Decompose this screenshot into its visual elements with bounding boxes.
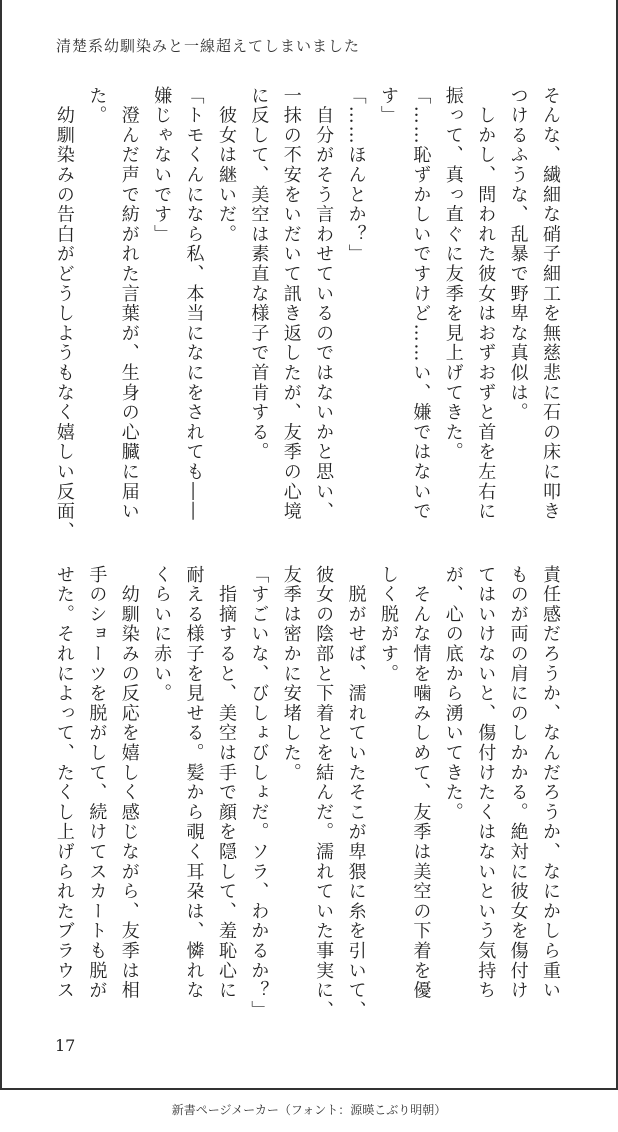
text-column: 指摘すると、美空は手で顔を隠して、羞恥心に [215,565,237,1001]
text-column: そんな、繊細な硝子細工を無慈悲に石の床に叩き [540,86,561,522]
text-column: 彼女は継いだ。 [215,86,237,245]
text-column: 「……ほんとか？」 [345,86,367,265]
text-column: 澄んだ声で紡がれた言葉が、生身の心臓に届い [118,86,140,522]
text-column: つけるふうな、乱暴で野卑な真似は。 [507,86,529,423]
text-column: 彼女の陰部と下着とを結んだ。濡れていた事実に、 [313,565,335,1021]
text-column: 友季は密かに安堵した。 [280,565,302,783]
text-column: そんな情を噛みしめて、友季は美空の下着を優 [410,565,432,1001]
footer-credit: 新書ページメーカー（フォント：源暎こぶり明朝） [171,1103,447,1117]
page-number: 17 [55,1036,76,1055]
text-column: に反して、美空は素直な様子で首肯する。 [248,86,270,463]
text-column: 「……恥ずかしいですけど……い、嫌ではないで [410,86,432,522]
text-column: しかし、問われた彼女はおずおずと首を左右に [475,86,497,522]
text-column: 「トモくんになら私、本当になにをされても―― [183,86,205,522]
text-column: しく脱がす。 [377,565,399,684]
text-column: 自分がそう言わせているのではないかと思い、 [313,86,335,522]
text-column: 脱がせば、濡れていたそこが卑猥に糸を引いて、 [345,565,367,1021]
text-column: が、心の底から湧いてきた。 [442,565,464,823]
text-column: 幼馴染みの告白がどうしようもなく嬉しい反面、 [53,86,75,542]
text-block-top [48,86,566,542]
text-column: 一抹の不安をいだいて訊き返したが、友季の心境 [280,86,302,522]
text-column: せた。それによって、たくし上げられたブラウス [53,565,75,1001]
running-title: 清楚系幼馴染みと一線超えてしまいました [56,37,361,55]
text-column: す」 [377,86,399,126]
text-column: 手のショーツを脱がして、続けてスカートも脱が [86,565,108,1001]
text-column: てはいけないと、傷付けたくはないという気持ち [475,565,497,1001]
text-column: 振って、真っ直ぐに友季を見上げてきた。 [442,86,464,463]
text-column: くらいに赤い。 [151,565,173,704]
text-column: 耐える様子を見せる。髪から覗く耳朶は、憐れな [183,565,205,1001]
text-column: 「すごいな、びしょびしょだ。ソラ、わかるか？」 [248,565,270,1021]
text-column: ものが両の肩にのしかかる。絶対に彼女を傷付け [507,565,529,1001]
text-column: 責任感だろうか、なんだろうか、なにかしら重い [540,565,561,1001]
text-column: た。 [86,86,108,126]
text-column: 幼馴染みの反応を嬉しく感じながら、友季は相 [118,565,140,1001]
text-column: 嫌じゃないです」 [151,86,173,245]
text-block-bottom [48,565,566,1021]
